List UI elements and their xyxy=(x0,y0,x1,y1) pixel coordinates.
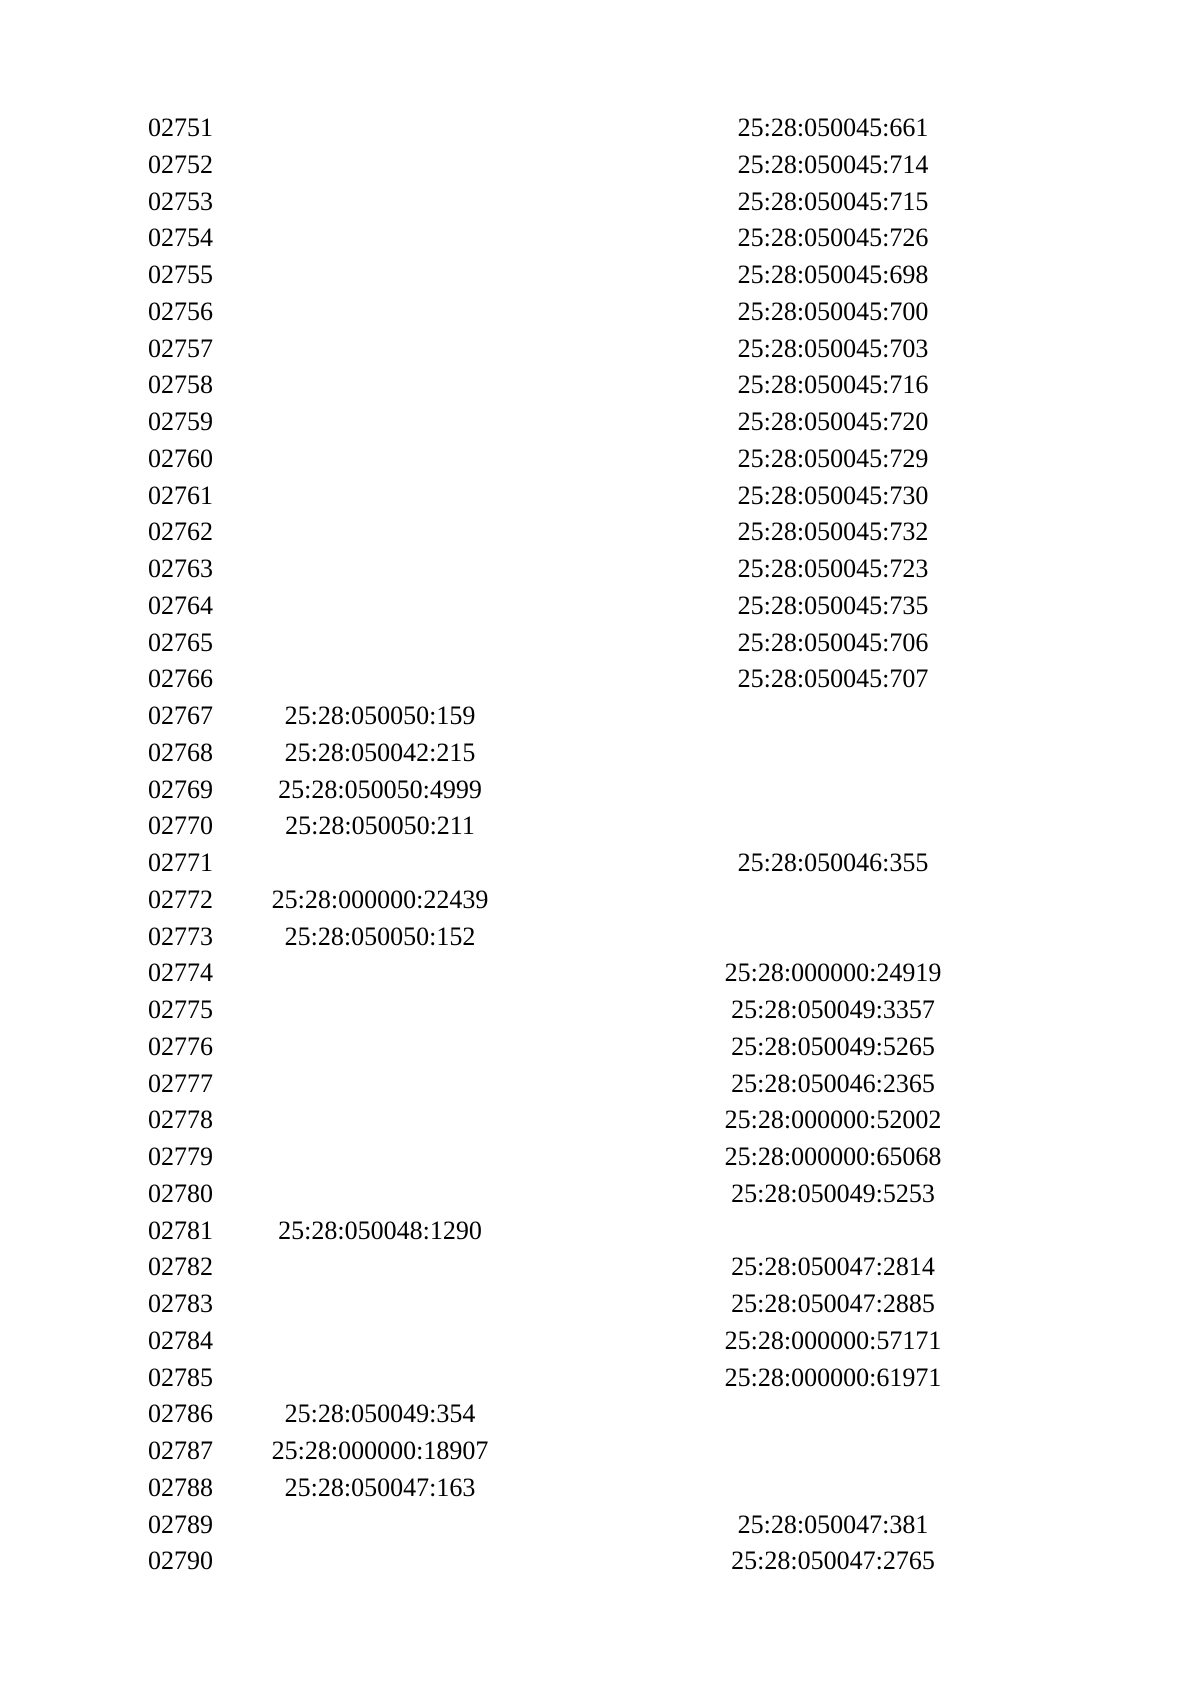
row-number: 02771 xyxy=(148,848,213,877)
table-row xyxy=(148,404,968,441)
table-row xyxy=(148,514,968,551)
row-number: 02751 xyxy=(148,113,213,142)
cadastral-number-column-2: 25:28:050047:381 xyxy=(737,1509,929,1539)
table-row xyxy=(148,735,968,772)
cadastral-number-column-1: 25:28:000000:22439 xyxy=(271,884,489,914)
cadastral-number-column-2: 25:28:000000:61971 xyxy=(724,1362,942,1392)
cadastral-number-column-2: 25:28:050045:703 xyxy=(737,333,929,363)
table-row xyxy=(148,257,968,294)
cadastral-number-table xyxy=(148,110,968,1580)
cadastral-number-column-1: 25:28:050047:163 xyxy=(284,1472,476,1502)
row-number: 02767 xyxy=(148,701,213,730)
cadastral-number-column-1: 25:28:050050:152 xyxy=(284,921,476,951)
row-number: 02761 xyxy=(148,480,213,510)
row-number: 02753 xyxy=(148,186,213,216)
row-number: 02770 xyxy=(148,811,213,841)
cadastral-number-column-2: 25:28:050045:723 xyxy=(737,554,929,583)
cadastral-number-column-2: 25:28:050049:5265 xyxy=(731,1031,935,1061)
table-row xyxy=(148,992,968,1029)
cadastral-number-column-1: 25:28:000000:18907 xyxy=(271,1436,489,1465)
table-row xyxy=(148,1360,968,1397)
table-row xyxy=(148,1396,968,1433)
cadastral-number-column-2: 25:28:050045:726 xyxy=(737,223,929,253)
table-row xyxy=(148,1029,968,1066)
row-number: 02756 xyxy=(148,296,213,326)
cadastral-number-column-1: 25:28:050050:4999 xyxy=(278,774,482,804)
row-number: 02788 xyxy=(148,1472,213,1502)
row-number: 02758 xyxy=(148,370,213,400)
row-number: 02773 xyxy=(148,921,213,951)
row-number: 02782 xyxy=(148,1252,213,1282)
table-row xyxy=(148,1543,968,1580)
cadastral-number-column-2: 25:28:000000:52002 xyxy=(724,1105,942,1135)
table-row xyxy=(148,184,968,221)
table-row xyxy=(148,1433,968,1470)
row-number: 02787 xyxy=(148,1436,213,1465)
table-row xyxy=(148,220,968,257)
table-row xyxy=(148,367,968,404)
cadastral-number-column-2: 25:28:050045:716 xyxy=(737,370,929,400)
row-number: 02760 xyxy=(148,443,213,473)
table-row xyxy=(148,625,968,662)
cadastral-number-column-2: 25:28:050045:732 xyxy=(737,517,929,547)
row-number: 02759 xyxy=(148,407,213,436)
row-number: 02762 xyxy=(148,517,213,547)
row-number: 02768 xyxy=(148,737,213,767)
cadastral-number-column-2: 25:28:050045:730 xyxy=(737,480,929,510)
row-number: 02772 xyxy=(148,884,213,914)
cadastral-number-column-2: 25:28:050047:2885 xyxy=(731,1289,935,1318)
row-number: 02776 xyxy=(148,1031,213,1061)
cadastral-number-column-2: 25:28:050045:714 xyxy=(737,149,929,179)
table-row xyxy=(148,698,968,735)
cadastral-number-column-2: 25:28:050049:3357 xyxy=(731,995,935,1024)
cadastral-number-column-2: 25:28:000000:57171 xyxy=(724,1325,942,1355)
table-row xyxy=(148,1213,968,1250)
row-number: 02780 xyxy=(148,1178,213,1208)
row-number: 02779 xyxy=(148,1142,213,1171)
cadastral-number-column-2: 25:28:050045:706 xyxy=(737,627,929,657)
table-row xyxy=(148,1139,968,1176)
row-number: 02763 xyxy=(148,554,213,583)
cadastral-number-column-2: 25:28:050046:2365 xyxy=(731,1068,935,1098)
row-number: 02783 xyxy=(148,1289,213,1318)
table-row xyxy=(148,955,968,992)
row-number: 02752 xyxy=(148,149,213,179)
row-number: 02755 xyxy=(148,260,213,289)
cadastral-number-column-1: 25:28:050050:159 xyxy=(284,701,476,730)
row-number: 02785 xyxy=(148,1362,213,1392)
table-row xyxy=(148,551,968,588)
table-row xyxy=(148,294,968,331)
table-row xyxy=(148,845,968,882)
cadastral-number-column-2: 25:28:050045:720 xyxy=(737,407,929,436)
row-number: 02786 xyxy=(148,1399,213,1429)
table-row xyxy=(148,882,968,919)
table-row xyxy=(148,661,968,698)
cadastral-number-column-2: 25:28:050045:707 xyxy=(737,664,929,694)
cadastral-number-column-1: 25:28:050050:211 xyxy=(285,811,475,841)
row-number: 02754 xyxy=(148,223,213,253)
row-number: 02778 xyxy=(148,1105,213,1135)
cadastral-number-column-2: 25:28:050045:700 xyxy=(737,296,929,326)
table-row xyxy=(148,1286,968,1323)
cadastral-number-column-2: 25:28:050046:355 xyxy=(737,848,929,877)
cadastral-number-column-2: 25:28:050045:661 xyxy=(737,113,929,142)
cadastral-number-column-2: 25:28:000000:24919 xyxy=(724,958,942,988)
table-row xyxy=(148,808,968,845)
cadastral-number-column-1: 25:28:050049:354 xyxy=(284,1399,476,1429)
cadastral-number-column-2: 25:28:050045:698 xyxy=(737,260,929,289)
table-row xyxy=(148,1470,968,1507)
table-row xyxy=(148,1249,968,1286)
row-number: 02775 xyxy=(148,995,213,1024)
row-number: 02774 xyxy=(148,958,213,988)
row-number: 02789 xyxy=(148,1509,213,1539)
cadastral-number-column-1: 25:28:050042:215 xyxy=(284,737,476,767)
row-number: 02766 xyxy=(148,664,213,694)
cadastral-number-column-2: 25:28:050049:5253 xyxy=(731,1178,935,1208)
row-number: 02769 xyxy=(148,774,213,804)
cadastral-number-column-1: 25:28:050048:1290 xyxy=(278,1215,482,1245)
table-row xyxy=(148,772,968,809)
table-row xyxy=(148,1102,968,1139)
cadastral-number-column-2: 25:28:050045:735 xyxy=(737,590,929,620)
row-number: 02781 xyxy=(148,1215,213,1245)
cadastral-number-column-2: 25:28:050047:2765 xyxy=(731,1546,935,1576)
table-row xyxy=(148,1066,968,1103)
table-row xyxy=(148,1323,968,1360)
table-row xyxy=(148,441,968,478)
cadastral-number-column-2: 25:28:050045:715 xyxy=(737,186,929,216)
row-number: 02777 xyxy=(148,1068,213,1098)
row-number: 02765 xyxy=(148,627,213,657)
cadastral-number-column-2: 25:28:050045:729 xyxy=(737,443,929,473)
table-row xyxy=(148,147,968,184)
table-row xyxy=(148,919,968,956)
row-number: 02757 xyxy=(148,333,213,363)
row-number: 02784 xyxy=(148,1325,213,1355)
table-row xyxy=(148,1507,968,1544)
table-row xyxy=(148,110,968,147)
table-row xyxy=(148,588,968,625)
table-row xyxy=(148,478,968,515)
table-row xyxy=(148,1176,968,1213)
cadastral-number-column-2: 25:28:000000:65068 xyxy=(724,1142,942,1171)
cadastral-number-column-2: 25:28:050047:2814 xyxy=(731,1252,935,1282)
row-number: 02790 xyxy=(148,1546,213,1576)
row-number: 02764 xyxy=(148,590,213,620)
table-row xyxy=(148,331,968,368)
